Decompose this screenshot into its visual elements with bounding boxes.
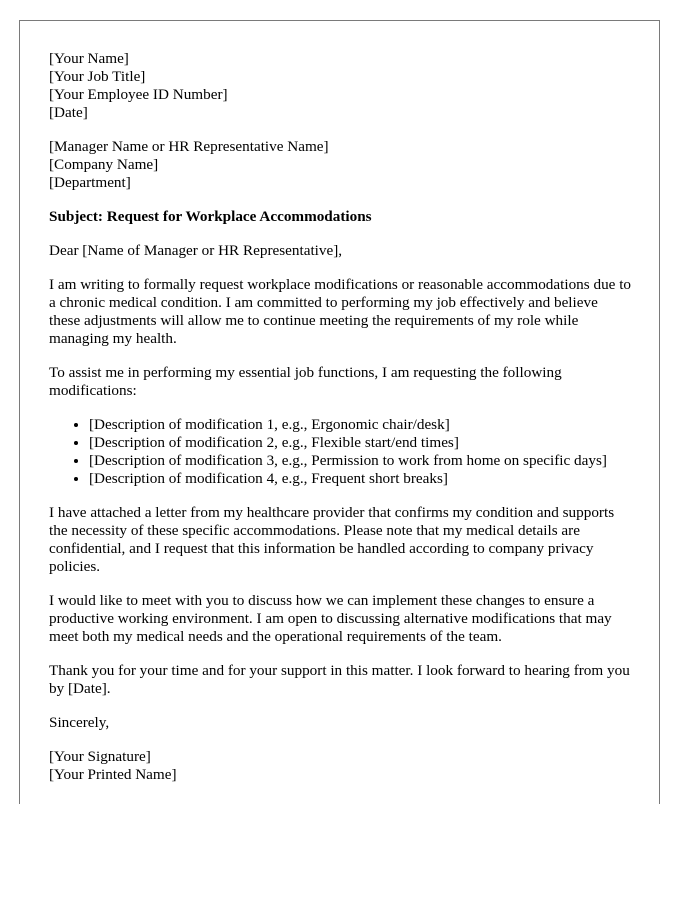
sender-date: [Date] (49, 104, 88, 121)
list-item: • [Description of modification 4, e.g., Frequent short breaks] (89, 470, 631, 488)
meeting-paragraph: I would like to meet with you to discuss how we can implement these changes to ensure a productive working environment. I am open to discussing alternative modifications that may meet both my medical needs and the operational requirements of the team. (49, 592, 612, 645)
intro-paragraph: I am writing to formally request workplace modifications or reasonable accommodations due to a chronic medical condition. I am committed to performing my job effectively and believe these adjustments will allow me to continue meeting the requirements of my role while managing my health. (49, 276, 632, 347)
letter-page (19, 20, 660, 804)
subject-line: Subject: Request for Workplace Accommodations (49, 208, 372, 225)
recipient-name: [Manager Name or HR Representative Name] (49, 138, 329, 155)
signature-line: [Your Signature] (49, 748, 151, 765)
sender-name: [Your Name] (49, 50, 129, 67)
sender-job-title: [Your Job Title] (49, 68, 146, 85)
thanks-paragraph: Thank you for your time and for your support in this matter. I look forward to hearing from you by [Date]. (49, 662, 630, 697)
modifications-list (49, 416, 631, 488)
sender-employee-id: [Your Employee ID Number] (49, 86, 228, 103)
list-item: • [Description of modification 1, e.g., Ergonomic chair/desk] (89, 416, 631, 434)
recipient-company: [Company Name] (49, 156, 159, 173)
list-item: • [Description of modification 2, e.g., Flexible start/end times] (89, 434, 631, 452)
recipient-department: [Department] (49, 174, 131, 191)
attachment-paragraph: I have attached a letter from my healthcare provider that confirms my condition and supports the necessity of these specific accommodations. Please note that my medical details are confidential, and I request that this information be handled according to company privacy policies. (49, 504, 615, 575)
sender-block (49, 50, 631, 122)
printed-name-line: [Your Printed Name] (49, 766, 177, 783)
list-item: • [Description of modification 3, e.g., Permission to work from home on specific days] (89, 452, 631, 470)
request-lead-paragraph: To assist me in performing my essential job functions, I am requesting the following modifications: (49, 364, 562, 399)
valediction: Sincerely, (49, 714, 110, 731)
signature-block (49, 748, 631, 784)
salutation: Dear [Name of Manager or HR Representative], (49, 242, 343, 259)
recipient-block (49, 138, 631, 192)
